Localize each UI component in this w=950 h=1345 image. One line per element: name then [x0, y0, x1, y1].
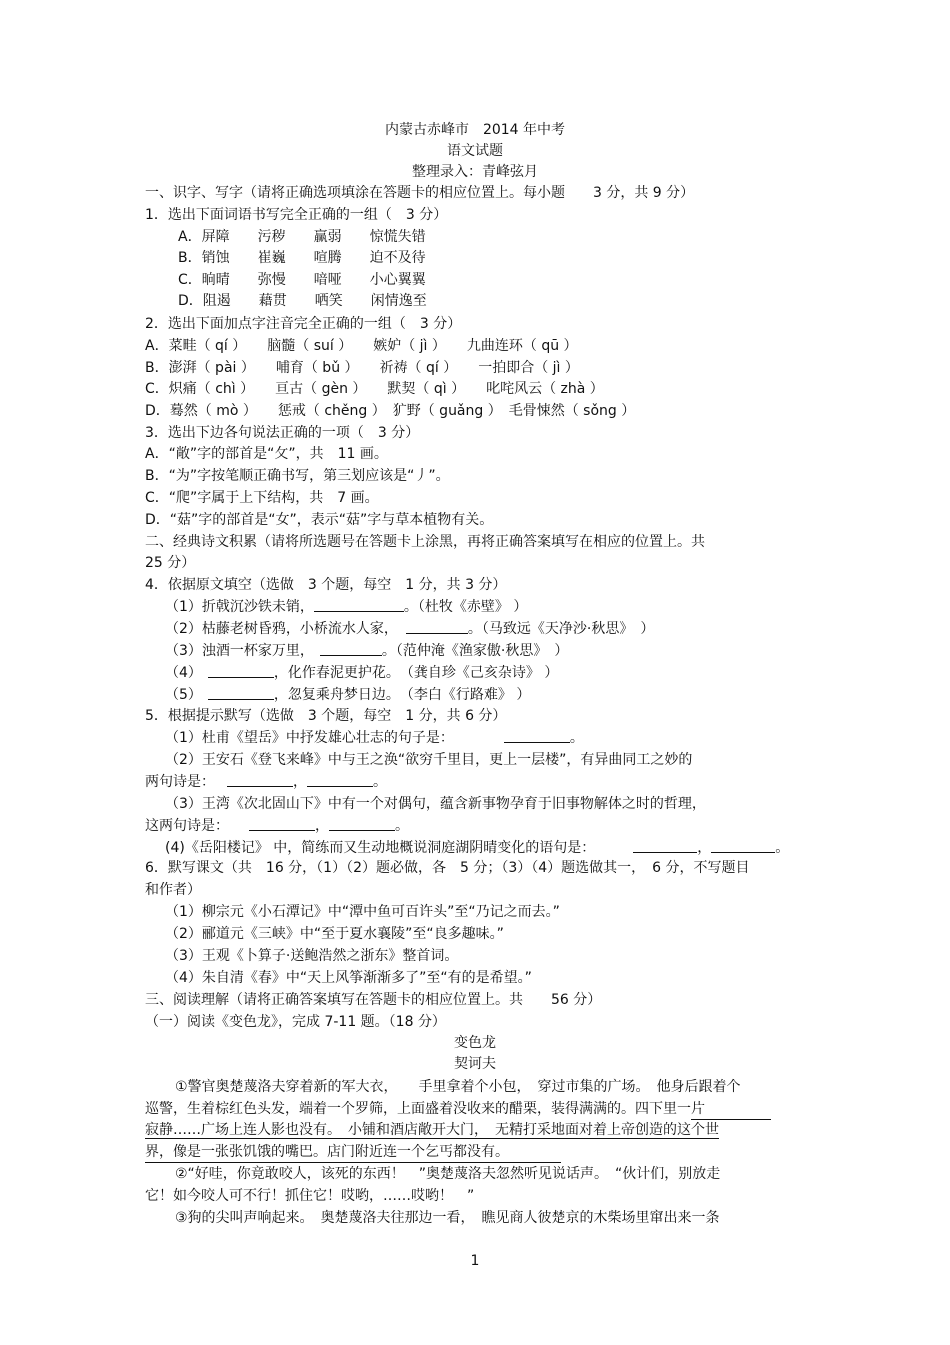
q1-option-c: C．晌晴 弥慢 喑哑 小心翼翼 [178, 272, 426, 288]
q4-item-3: （3）浊酒一杯家万里， 。（范仲淹《渔家傲·秋思》 ） [165, 643, 569, 659]
answer-blank[interactable] [504, 728, 570, 743]
reading-1-instruction: （一）阅读《变色龙》，完成 7-11 题。（18 分） [145, 1014, 446, 1030]
q4-item-2: （2）枯藤老树昏鸦，小桥流水人家， 。（马致远《天净沙·秋思》 ） [165, 621, 655, 637]
q5-item-4: (4)《岳阳楼记》 中，简练而又生动地概说洞庭湖阴晴变化的语句是： ， 。 [165, 840, 790, 856]
q4-item-5: （5） ，忽复乘舟梦日边。 （李白《行路难》 ） [165, 687, 531, 703]
question-3: 3．选出下边各句说法正确的一项（ 3 分） [145, 425, 420, 441]
q3-option-b: B．“为”字按笔顺正确书写，第三划应该是“丿”。 [145, 468, 450, 484]
section-2-title-cont: 25 分） [145, 555, 196, 571]
q4-item-4: （4） ，化作春泥更护花。 （龚自珍《己亥杂诗》 ） [165, 665, 559, 681]
section-3-title: 三、阅读理解（请将正确答案填写在答题卡的相应位置上。共 56 分） [145, 992, 602, 1008]
answer-blank[interactable] [307, 772, 373, 787]
story-para-2-line-1: ②“好哇，你竟敢咬人，该死的东西！ ”奥楚蔑洛夫忽然听见说话声。 “伙计们，别放走 [175, 1166, 721, 1182]
q2-option-c: C．炽痛（ chì ） 亘古（ gèn ） 默契（ qì ） 叱咤风云（ zhà ） [145, 381, 604, 397]
question-5: 5．根据提示默写（选做 3 个题，每空 1 分，共 6 分） [145, 708, 507, 724]
q6-item-3: （3）王观《卜算子·送鲍浩然之浙东》整首词。 [165, 948, 459, 964]
q4-item-1: （1）折戟沉沙铁未销， 。（杜牧《赤壁》 ） [165, 599, 528, 615]
answer-blank[interactable] [208, 663, 274, 678]
q1-option-d: D．阻遏 藉贯 哂笑 闲情逸至 [178, 293, 427, 309]
exam-region-year: 内蒙古赤峰市 2014 年中考 [384, 122, 566, 138]
question-6: 6．默写课文（共 16 分，（1）（2）题必做，各 5 分；（3）（4）题选做其一， 6 分，不写题目 [145, 860, 750, 876]
answer-blank[interactable] [406, 619, 468, 634]
q3-option-d: D．“菇”字的部首是“女”，表示“菇”字与草本植物有关。 [145, 512, 494, 528]
q5-item-1: （1）杜甫《望岳》中抒发雄心壮志的句子是： 。 [165, 730, 584, 746]
story-para-1-line-4: 界，像是一张张饥饿的嘴巴。店门附近连一个乞丐都没有。 [145, 1142, 561, 1163]
q1-option-a: A．屏障 污秽 赢弱 惊慌失错 [178, 229, 426, 245]
q6-item-1: （1）柳宗元《小石潭记》中“潭中鱼可百许头”至“乃记之而去。” [165, 904, 560, 920]
page-number: 1 [470, 1253, 480, 1269]
answer-blank[interactable] [314, 597, 404, 612]
story-para-1-line-3: 寂静……广场上连人影也没有。 小铺和酒店敞开大门， 无精打采地面对着上帝创造的这个世 [145, 1122, 719, 1138]
q3-option-a: A．“敞”字的部首是“攵”，共 11 画。 [145, 446, 388, 462]
q3-option-c: C．“爬”字属于上下结构，共 7 画。 [145, 490, 379, 506]
q2-option-d: D．蓦然（ mò ） 惩戒（ chěng ） 犷野（ guǎng ） 毛骨悚然（ sǒng ） [145, 403, 636, 419]
q5-item-2-cont: 两句诗是： ， 。 [145, 774, 387, 790]
answer-blank[interactable] [329, 816, 395, 831]
answer-blank[interactable] [208, 685, 274, 700]
answer-blank[interactable] [227, 772, 293, 787]
question-4: 4．依据原文填空（选做 3 个题，每空 1 分，共 3 分） [145, 577, 507, 593]
q6-item-4: （4）朱自清《春》中“天上风筝渐渐多了”至“有的是希望。” [165, 970, 532, 986]
story-para-1-line-1: ①警官奥楚蔑洛夫穿着新的军大衣， 手里拿着个小包， 穿过市集的广场。 他身后跟着个 [175, 1079, 741, 1095]
q6-item-2: （2）郦道元《三峡》中“至于夏水襄陵”至“良多趣味。” [165, 926, 504, 942]
q2-option-a: A．菜畦（ qí ） 脑髓（ suí ） 嫉妒（ jì ） 九曲连环（ qū ） [145, 338, 578, 354]
exam-editor: 整理录入：青峰弦月 [412, 164, 538, 180]
q2-option-b: B．澎湃（ pài ） 哺育（ bǔ ） 祈祷（ qí ） 一拍即合（ jì ） [145, 360, 579, 376]
question-2: 2．选出下面加点字注音完全正确的一组（ 3 分） [145, 316, 462, 332]
answer-blank[interactable] [633, 838, 697, 853]
story-title: 变色龙 [454, 1035, 496, 1051]
q5-item-2: （2）王安石《登飞来峰》中与王之涣“欲穷千里目，更上一层楼”，有异曲同工之妙的 [165, 752, 693, 768]
story-para-1-line-2: 巡警，生着棕红色头发，端着一个罗筛，上面盛着没收来的醋栗，装得满满的。四下里一片 [145, 1099, 771, 1120]
q1-option-b: B．销蚀 崔巍 喧腾 迫不及待 [178, 250, 426, 266]
story-para-3-line-1: ③狗的尖叫声响起来。 奥楚蔑洛夫往那边一看， 瞧见商人彼楚京的木柴场里窜出来一条 [175, 1210, 720, 1226]
answer-blank[interactable] [249, 816, 315, 831]
answer-blank[interactable] [320, 641, 382, 656]
q5-item-3-cont: 这两句诗是： ， 。 [145, 818, 409, 834]
story-author: 契诃夫 [454, 1056, 496, 1072]
section-2-title: 二、经典诗文积累（请将所选题号在答题卡上涂黑，再将正确答案填写在相应的位置上。共 [145, 534, 705, 550]
exam-subject: 语文试题 [447, 143, 503, 159]
story-para-2-line-2: 它！如今咬人可不行！抓住它！哎哟，……哎哟！ ” [145, 1188, 475, 1204]
question-6-cont: 和作者） [145, 882, 201, 898]
q5-item-3: （3）王湾《次北固山下》中有一个对偶句，蕴含新事物孕育于旧事物解体之时的哲理， [165, 796, 706, 812]
section-1-title: 一、识字、写字（请将正确选项填涂在答题卡的相应位置上。每小题 3 分，共 9 分） [145, 185, 695, 201]
question-1: 1．选出下面词语书写完全正确的一组（ 3 分） [145, 207, 448, 223]
answer-blank[interactable] [711, 838, 775, 853]
